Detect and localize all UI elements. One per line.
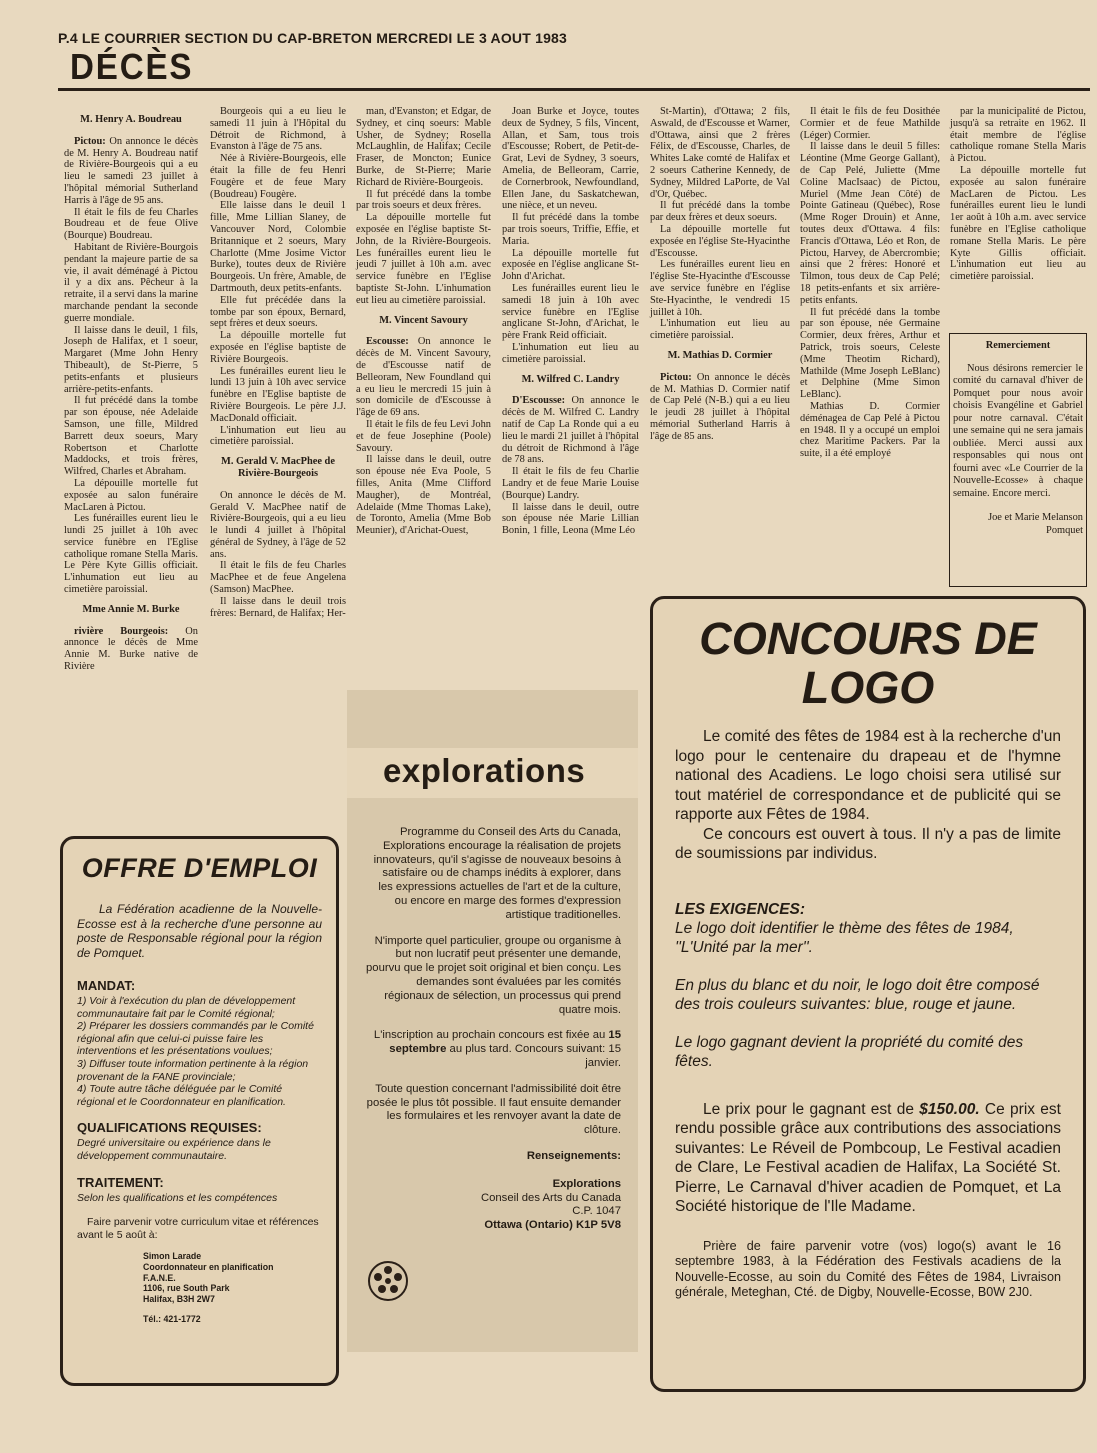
obituary-paragraph: Joan Burke et Joyce, toutes deux de Sydney, 5 fils, Vincent, Allan, et Sam, tous trois d'Escousse; Robert, de Petit-de-Grat, Levi de Sydney, 3 soeurs, Amelia, de Belleoram, Carrie, de Cornerbrook, Newfoundland, Ellen Jane, du Saskatchewan, une nièce, et un neveu. xyxy=(502,106,639,212)
obituary-paragraph: Les funérailles eurent lieu le lundi 25 juillet à 10h avec service funèbre en l'Eglise catholique romane Stella Maris. Le Père Kyte Gillis officiait. L'inhumation eut lieu au cimetière paroissial. xyxy=(64,513,198,596)
logo-contest-box xyxy=(650,596,1086,1392)
mandat-item: 4) Toute autre tâche déléguée par le Comité régional et le Coordonnateur en planification. xyxy=(77,1083,286,1108)
obituary-paragraph: Il laisse dans le deuil, 1 fils, Joseph de Halifax, et 1 soeur, Margaret (Mme John Henry Thibeault), de St-Pierre, 5 petits-enfants et plusieurs arrière-petits-enfants. xyxy=(64,324,198,395)
obituary-column-5 xyxy=(650,106,790,443)
obituary-paragraph: Il était le fils de feu Levi John et de feue Josephine (Poole) Savoury. xyxy=(356,418,491,454)
obituary-heading: M. Mathias D. Cormier xyxy=(667,349,773,361)
thanks-body: Nous désirons remercier le comité du carnaval d'hiver de Pomquet pour nous avoir choisis Evangéline et Gabriel pour notre carnaval. C'était une semaine qui ne sera jamais oubliée. Merci aussi aux responsables qui nous ont fourni avec «Le Courrier de la Nouvelle-Ecosse» à chaque semaine. Encore merci. xyxy=(953,362,1083,499)
obituary-lead-text: On annonce le décès de M. Mathias D. Cormier natif de Cap Pelé (N-B.) qui a eu lieu le jeudi 28 juillet à l'hôpital mémorial Sutherland Harris à l'âge de 85 ans. xyxy=(650,371,790,442)
explorations-renseignements: Renseignements: xyxy=(526,1149,621,1162)
obituary-paragraph: Bourgeois qui a eu lieu le samedi 11 juin à l'Hôpital du Détroit de Richmond, à Evanston à l'âge de 75 ans. xyxy=(210,106,346,153)
explorations-p3 xyxy=(365,1029,621,1070)
obituary-lead xyxy=(502,395,639,466)
explorations-title: explorations xyxy=(383,752,586,789)
section-title: DÉCÈS xyxy=(70,46,194,87)
contact-line: Coordonnateur en planification xyxy=(143,1261,274,1272)
obituary-paragraph: Il fut précédé dans la tombe par son épouse, née Adelaide Samson, une fille, Mildred Barrett deux soeurs, Mary Robertson et Charlotte Maddocks, et trois frères, Wilfred, Charles et Abraham. xyxy=(64,395,198,478)
explorations-p3-a: L'inscription au prochain concours est fixée au xyxy=(373,1029,609,1042)
mandat-item: 2) Préparer les dossiers commandés par le Comité régional afin que celui-ci puisse faire les interventions et les présentations voulues; xyxy=(77,1020,314,1058)
prize-text-a: Le prix pour le gagnant est de xyxy=(703,1100,920,1118)
obituary-paragraph: Il laisse dans le deuil trois frères: Bernard, de Halifax; Her- xyxy=(210,595,346,619)
obituary-paragraph: Les funérailles eurent lieu le samedi 18 juin à 10h avec service funèbre en l'Eglise anglicane St-John, d'Arichat, le père Frank Reid officiait. xyxy=(502,282,639,342)
obituary-column-1 xyxy=(64,106,198,673)
obituary-paragraph: Les funérailles eurent lieu le lundi 13 juin à 10h avec service funèbre en l'Eglise baptiste de Rivière Bourgeois. Le père J.J. MacDonald officiait. xyxy=(210,365,346,424)
contact-line: Halifax, B3H 2W7 xyxy=(143,1293,215,1304)
explorations-p3-c: au plus tard. Concours suivant: 15 janvier. xyxy=(446,1043,621,1069)
obituary-heading: M. Henry A. Boudreau xyxy=(80,114,182,125)
contact-phone: Tél.: 421-1772 xyxy=(143,1314,201,1325)
obituary-place: rivière Bourgeois: xyxy=(74,625,169,637)
thanks-title: Remerciement xyxy=(985,340,1051,351)
qualifications-title: QUALIFICATIONS REQUISES: xyxy=(77,1120,262,1136)
explorations-address-line: C.P. 1047 xyxy=(572,1205,621,1218)
obituary-heading: Mme Annie M. Burke xyxy=(82,603,180,615)
explorations-address-line: Ottawa (Ontario) K1P 5V8 xyxy=(484,1219,621,1232)
contest-submission: Prière de faire parvenir votre (vos) logo(s) avant le 16 septembre 1983, à la Fédération des Festivals acadiens de la Nouvelle-Ecosse, au soin du Comité des Fêtes de 1984, Livraison générale, Meteghan, Cté. de Digby, Nouvelle-Ecosse, B0W 2J0. xyxy=(675,1238,1061,1299)
obituary-paragraph: La dépouille mortelle fut exposée en l'église anglicane St-John d'Arichat. xyxy=(502,247,639,283)
salary-title: TRAITEMENT: xyxy=(77,1174,164,1190)
obituary-paragraph: Il laisse dans le deuil 5 filles: Léontine (Mme George Gallant), de Cap Pelé, Juliette (Mme Coline MacIsaac) de Pictou, Muriel (Mme Jean Côté) de Pointe Gatineau (Québec), Rose (Mme Roger Drouin) et Anne, toutes deux d'Ottawa. 4 fils: Francis d'Ottawa, Léo et Ron, de Pictou, Harvey, de Abercrombie; ainsi que 2 frères: Honoré et Tilmon, tous deux de Cap Pelé; 18 petits-enfants et six arrière-petits enfants. xyxy=(800,141,940,306)
obituary-paragraph: La dépouille mortelle fut exposée au salon funéraire MacLaren de Pictou. Les funérailles eurent lieu le lundi 1er août à 10h a.m. avec service funèbre en l'Eglise catholique romane Stella Maris. Le père Kyte Gillis officiait. L'inhumation eut lieu au cimetière paroissial. xyxy=(950,164,1086,283)
obituary-column-6 xyxy=(800,106,940,460)
contest-open: Ce concours est ouvert à tous. Il n'y a pas de limite de soumissions par individus. xyxy=(675,825,1061,862)
obituary-lead-text: On annonce le décès de M. Henry A. Boudreau natif de Rivière-Bourgeois qui a eu lieu le samedi 23 juillet à l'hôpital mémorial Sutherland Harris à l'âge de 95 ans. xyxy=(64,135,198,206)
obituary-paragraph: Il était le fils de feu Charlie Landry et de feue Marie Louise (Bourque) Landry. xyxy=(502,466,639,501)
obituary-place: Escousse: xyxy=(366,336,409,348)
obituary-heading: M. Vincent Savoury xyxy=(379,314,468,326)
obituary-paragraph: Née à Rivière-Bourgeois, elle était la fille de feu Henri Fougère et de feue Mary (Boudreau) Fougère. xyxy=(210,153,346,200)
thanks-notice xyxy=(949,333,1087,587)
obituary-lead xyxy=(64,626,198,673)
requirement-property: Le logo gagnant devient la propriété du comité des fêtes. xyxy=(675,1033,1024,1070)
obituary-lead-text: On annonce le décès de M. Wilfred C. Landry natif de Cap La Ronde qui a eu lieu le mardi 21 juillet à l'hôpital du détroit de Richmond à l'âge de 78 ans. xyxy=(502,395,639,466)
obituary-paragraph: Habitant de Rivière-Bourgois pendant la majeure partie de sa vie, il avait déménagé à Pictou il y a dix ans. Pêcheur à la retraite, il a servi dans la marine marchande pendant la seconde guerre mondiale. xyxy=(64,241,198,324)
obituary-paragraph: L'inhumation eut lieu au cimetière paroissial. xyxy=(502,341,639,365)
obituary-paragraph: Il fut précédé dans la tombe par deux frères et deux soeurs. xyxy=(650,200,790,224)
obituary-paragraph: On annonce le décès de M. Gerald V. MacPhee natif de Rivière-Bourgeois, qui a eu lieu le lundi 4 juillet à l'hôpital général de Sydney, à l'âge de 52 ans. xyxy=(210,489,346,560)
thanks-signature: Joe et Marie Melanson xyxy=(988,512,1083,523)
job-offer-intro: La Fédération acadienne de la Nouvelle-Ecosse est à la recherche d'une personne au poste de Responsable régional pour la région de Pomquet. xyxy=(77,902,322,960)
mandat-list xyxy=(77,995,322,1108)
obituary-column-4 xyxy=(502,106,639,537)
obituary-paragraph: Il fut précédé dans la tombe par trois soeurs et deux frères. xyxy=(356,188,491,212)
contact-line: F.A.N.E. xyxy=(143,1272,176,1283)
obituary-place: D'Escousse: xyxy=(512,395,566,407)
prize-amount: $150.00. xyxy=(919,1100,980,1118)
page-header: P.4 LE COURRIER SECTION DU CAP-BRETON MERCREDI LE 3 AOUT 1983 xyxy=(58,30,568,46)
requirement-theme: Le logo doit identifier le thème des fêtes de 1984, ''L'Unité par la mer''. xyxy=(675,919,1014,956)
obituary-lead-text: On annonce le décès de M. Vincent Savoury, de d'Escousse natif de Belleoram, New Foundland qui a eu lieu le mercredi 15 juin à son domicile de d'Escousse à l'âge de 69 ans. xyxy=(356,336,491,419)
obituary-paragraph: Mathias D. Cormier déménagea de Cap Pelé à Pictou en 1948. Il y a occupé un emploi chez Maritime Packers. Par la suite, il a été employé xyxy=(800,400,940,460)
obituary-lead xyxy=(650,372,790,443)
obituary-column-7 xyxy=(950,106,1086,283)
obituary-paragraph: Il était le fils de feu Charles MacPhee et de feue Angelena (Samson) MacPhee. xyxy=(210,560,346,596)
explorations-body xyxy=(365,826,621,1233)
obituary-paragraph: Il était le fils de feu Dosithée Cormier et de feue Mathilde (Léger) Cormier. xyxy=(800,106,940,141)
obituary-paragraph: Il laisse dans le deuil, outre son épouse née Eva Poole, 5 filles, Anita (Mme Clifford Maugher), de Montréal, Adelaide (Mme Thomas Lake), de Toronto, Amelia (Mme Bob Meunier), d'Arichat-Ouest, xyxy=(356,454,491,537)
obituary-paragraph: La dépouille mortelle fut exposée en l'église baptiste St-John, de la Rivière-Bourgeois. Les funérailles eurent lieu le jeudi 7 juillet à 10h a.m. avec service funèbre en l'Eglise baptiste St-John. L'inhumation eut lieu au cimetière paroissial. xyxy=(356,212,491,306)
contest-intro: Le comité des fêtes de 1984 est à la recherche d'un logo pour le centenaire du drapeau et de l'hymne national des Acadiens. Le logo choisi sera utilisé sur tout matériel de correspondance et de publicité qui se rapporte aux Fêtes de 1984. xyxy=(675,728,1061,823)
obituary-lead xyxy=(64,136,198,207)
qualifications-text: Degré universitaire ou expérience dans le développement communautaire. xyxy=(77,1137,271,1162)
obituary-paragraph: L'inhumation eut lieu au cimetière paroissial. xyxy=(650,318,790,342)
obituary-paragraph: Elle laisse dans le deuil 1 fille, Mme Lillian Slaney, de Vancouver Nord, Colombie Britannique et 2 soeurs, Mary Charlotte (Mme Josime Victor Burke), toutes deux de Rivière Bourgeois. Un frère, Amable, de Dartmouth, deux petits-enfants. xyxy=(210,200,346,294)
obituary-paragraph: Elle fut précédée dans la tombe par son époux, Bernard, sept frères et deux soeurs. xyxy=(210,294,346,330)
obituary-column-3 xyxy=(356,106,491,537)
obituary-lead xyxy=(356,336,491,419)
obituary-paragraph: par la municipalité de Pictou, jusqu'à sa retraite en 1962. Il était membre de l'église catholique romane Stella Maris à Pictou. xyxy=(950,106,1086,165)
obituary-paragraph: Les funérailles eurent lieu en l'église Ste-Hyacinthe d'Escousse ave service funèbre en l'église Ste-Hyacinthe, le vendredi 15 juillet à 10h. xyxy=(650,259,790,318)
explorations-ad xyxy=(347,690,638,1352)
obituary-heading: M. Gerald V. MacPhee de Rivière-Bourgeois xyxy=(221,456,335,479)
obituary-heading: M. Wilfred C. Landry xyxy=(521,373,620,385)
mandat-item: 3) Diffuser toute information pertinente à la région provenant de la FANE provinciale; xyxy=(77,1057,309,1083)
canada-council-logo-icon xyxy=(367,1260,409,1302)
obituary-paragraph: L'inhumation eut lieu au cimetière paroissial. xyxy=(210,424,346,448)
explorations-address-line: Explorations xyxy=(552,1177,621,1190)
salary-text: Selon les qualifications et les compétences xyxy=(77,1191,278,1204)
requirements-title: LES EXIGENCES: xyxy=(675,900,806,918)
contact-line: 1106, rue South Park xyxy=(143,1283,230,1294)
contact-address xyxy=(143,1251,322,1304)
send-instructions: Faire parvenir votre curriculum vitae et références avant le 5 août à: xyxy=(77,1216,319,1241)
explorations-deadline: 15 septembre xyxy=(389,1029,621,1056)
contact-line: Simon Larade xyxy=(143,1251,202,1262)
explorations-address xyxy=(365,1178,621,1233)
mandat-title: MANDAT: xyxy=(77,978,136,993)
job-offer-box xyxy=(60,836,339,1386)
explorations-address-line: Conseil des Arts du Canada xyxy=(480,1191,621,1204)
obituary-paragraph: St-Martin), d'Ottawa; 2 fils, Aswald, de d'Escousse et Warner, d'Ottawa, ainsi que 2 frères Félix, de d'Escousse, Charles, de Whites Lake comté de Halifax et 2 soeurs Catherine Kennedy, de Sydney, Mildred LaPorte, de Val d'Or, Québec. xyxy=(650,106,790,200)
explorations-p2: N'importe quel particulier, groupe ou organisme à but non lucratif peut présenter une demande, pourvu que le projet soit original et bien conçu. Les demandes sont évaluées par les comités régionaux de sélection, un processus qui prend quatre mois. xyxy=(366,934,621,1016)
obituary-paragraph: Il était le fils de feu Charles Boudreau et de feue Olive (Bourque) Boudreau. xyxy=(64,206,198,242)
obituary-place: Pictou: xyxy=(74,135,106,147)
obituary-paragraph: La dépouille mortelle fut exposée en l'église baptiste de Rivière Bourgeois. xyxy=(210,330,346,365)
header-rule xyxy=(58,88,1090,91)
requirement-colors: En plus du blanc et du noir, le logo doit être composé des trois couleurs suivantes: blue, rouge et jaune. xyxy=(675,976,1040,1013)
contest-title-line1: CONCOURS DE xyxy=(699,613,1037,664)
obituary-paragraph: La dépouille mortelle fut exposée au salon funéraire MacLaren à Pictou. xyxy=(64,477,198,513)
obituary-paragraph: La dépouille mortelle fut exposée en l'église Ste-Hyacinthe d'Escousse. xyxy=(650,223,790,259)
mandat-item: 1) Voir à l'exécution du plan de développement communautaire fait par le Comité régional; xyxy=(77,995,296,1020)
obituary-paragraph: Il laisse dans le deuil, outre son épouse née Marie Lillian Bonin, 1 fille, Leona (Mme Léo xyxy=(502,501,639,537)
job-offer-title: OFFRE D'EMPLOI xyxy=(81,853,318,883)
obituary-paragraph: Il fut précédé dans la tombe par son épouse, née Germaine Cormier, deux frères, Arthur et Patrick, trois soeurs, Celeste (Mme Theotim Richard), Mathilde (Mme Joseph LeBlanc) et Delphine (Mme Simon LeBlanc). xyxy=(800,306,940,401)
obituary-lead-text: On annonce le décès de Mme Annie M. Burke native de Rivière xyxy=(64,625,198,673)
obituary-paragraph: man, d'Evanston; et Edgar, de Sydney, et cinq soeurs: Mable Usher, de Sydney; Rosella McLaughlin, de Halifax; Cecile Fraser, de Moncton; Eunice Burke, de St-Pierre; Marie Richard de Rivière-Bourgeois. xyxy=(356,106,491,188)
contest-title-line2: LOGO xyxy=(801,662,935,713)
explorations-p4: Toute question concernant l'admissibilité doit être posée le plus tôt possible. Il faut ensuite demander les formulaires et les renvoyer avant la date de clôture. xyxy=(366,1082,621,1137)
obituary-column-2 xyxy=(210,106,346,619)
explorations-p1: Programme du Conseil des Arts du Canada, Explorations encourage la réalisation de projets innovateurs, qu'il s'agisse de nouveaux besoins à satisfaire ou de champs inédits à explorer, dans les expressions actuelles de l'art et de la culture, ou encore en marge des formes d'expression artistique traditionelles. xyxy=(373,826,621,921)
obituary-paragraph: Il fut précédé dans la tombe par trois soeurs, Triffie, Effie, et Maria. xyxy=(502,212,639,247)
obituary-place: Pictou: xyxy=(660,371,692,383)
thanks-place: Pomquet xyxy=(1046,524,1083,536)
prize-paragraph xyxy=(675,1100,1061,1217)
prize-text-c: Ce prix est rendu possible grâce aux contributions des associations suivantes: Le Réveil de Pombcoup, Le Festival acadien de Clare, Le Festival acadien de Halifax, La Société St. Pierre, Le Carnaval d'hiver acadien de Pomquet, et La Société historique de l'Ile Madame. xyxy=(675,1100,1061,1215)
